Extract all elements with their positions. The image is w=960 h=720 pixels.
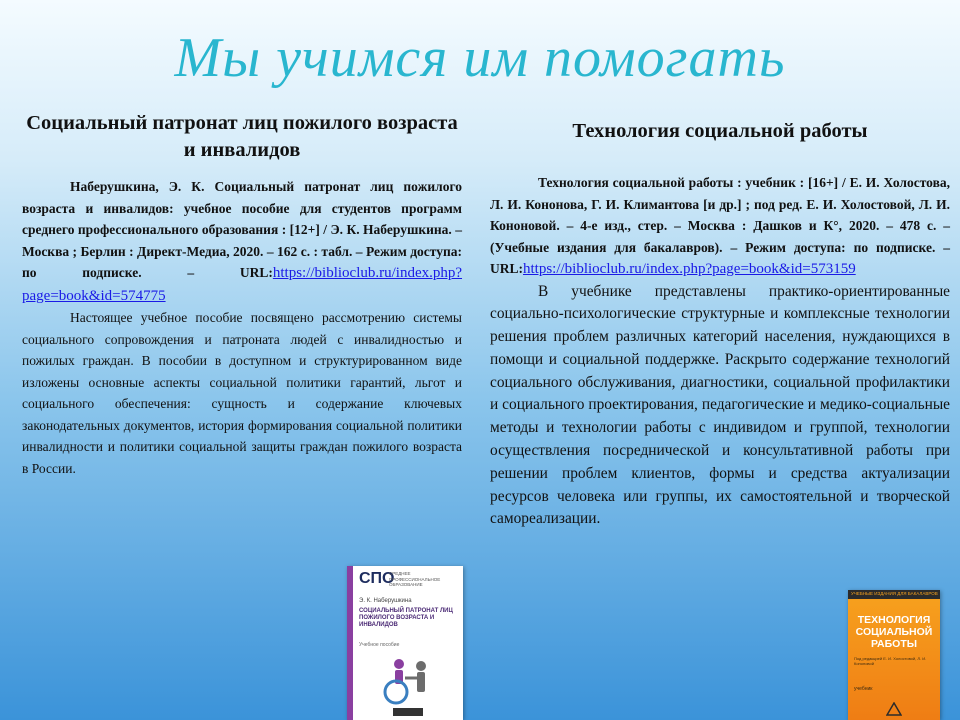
cover-author: Э. К. Наберушкина xyxy=(359,598,412,604)
cover-series-subtitle: СРЕДНЕЕ ПРОФЕССИОНАЛЬНОЕ ОБРАЗОВАНИЕ xyxy=(389,571,441,587)
cover-type: Учебное пособие xyxy=(359,642,400,648)
left-book-cover-image xyxy=(347,566,463,720)
left-book-link[interactable]: https://biblioclub.ru/index.php?page=book&id=574775 xyxy=(22,265,463,304)
right-book-heading: Технология социальной работы xyxy=(572,120,868,142)
cover-editors: Под редакцией Е. И. Холостовой, Л. И. Кононовой xyxy=(854,656,927,666)
right-book-citation xyxy=(490,172,950,281)
right-column xyxy=(490,118,950,531)
right-url-label: URL: xyxy=(490,261,523,276)
wheelchair-illustration xyxy=(369,656,439,706)
left-url-label: URL: xyxy=(239,265,273,280)
right-book-link[interactable]: https://biblioclub.ru/index.php?page=book&id=573159 xyxy=(523,261,856,277)
right-citation-text: Технология социальной работы : учебник : [16+] / Е. И. Холостова, Л. И. Кононова, Г. И. Климантова [и др.] ; под ред. Е. И. Холостовой, Л. И. Кононовой. – 4-е изд., стер. – Москва : Дашков и К°, 2020. – 478 с. – (Учебные издания для бакалавров). – Режим доступа: по подписке. – xyxy=(490,175,950,255)
left-citation-text: Наберушкина, Э. К. Социальный патронат лиц пожилого возраста и инвалидов: учебное пособие для студентов программ среднего профессионального образования : [12+] / Э. К. Наберушкина. – Москва ; Берлин : Директ-Медиа, 2020. – 162 с. : табл. – Режим доступа: по подписке. – xyxy=(22,179,462,280)
publisher-logo-icon xyxy=(886,702,902,716)
cover-type: учебник xyxy=(854,686,873,692)
left-book-heading: Социальный патронат лиц пожилого возраста и инвалидов xyxy=(26,112,458,161)
slide-title: Мы учимся им помогать xyxy=(174,27,786,89)
left-book-annotation: Настоящее учебное пособие посвящено рассмотрению системы социального сопровождения и патроната людей с инвалидностью и пожилых граждан. В пособии в доступном и структурированном виде изложены основные аспекты социальной политики гарантий, льгот и социального обеспечения: сущность и содержание ключевых законодательных документов, история формирования социальной политики инвалидности и политики социальной защиты граждан пожилого возраста в России. xyxy=(22,310,462,476)
right-book-cover-image xyxy=(848,590,940,720)
publisher-logo xyxy=(393,708,423,716)
right-book-annotation: В учебнике представлены практико-ориентированные социально-психологические структурные и комплексные технологии решения проблем различных категорий населения, нуждающихся в помощи и социальной поддержке. Раскрыто содержание технологий социального обслуживания, диагностики, социальной профилактики и социального проектирования, педагогические и медико-социальные методы и технологии работы с индивидом и группой, технологии осуществления посреднической и консультативной работы при решении проблем клиентов, формы и средства актуализации ресурсов человека или группы, их самостоятельной и творческой самореализации. xyxy=(490,282,950,528)
cover-series-logo: СПО xyxy=(359,570,395,587)
left-book-citation xyxy=(22,176,462,307)
left-column xyxy=(22,110,462,479)
cover-series-text: УЧЕБНЫЕ ИЗДАНИЯ ДЛЯ БАКАЛАВРОВ xyxy=(851,591,938,596)
cover-title: ТЕХНОЛОГИЯ СОЦИАЛЬНОЙ РАБОТЫ xyxy=(855,614,933,650)
cover-series-band xyxy=(848,590,940,599)
cover-title: СОЦИАЛЬНЫЙ ПАТРОНАТ ЛИЦ ПОЖИЛОГО ВОЗРАСТА И ИНВАЛИДОВ xyxy=(359,608,453,628)
